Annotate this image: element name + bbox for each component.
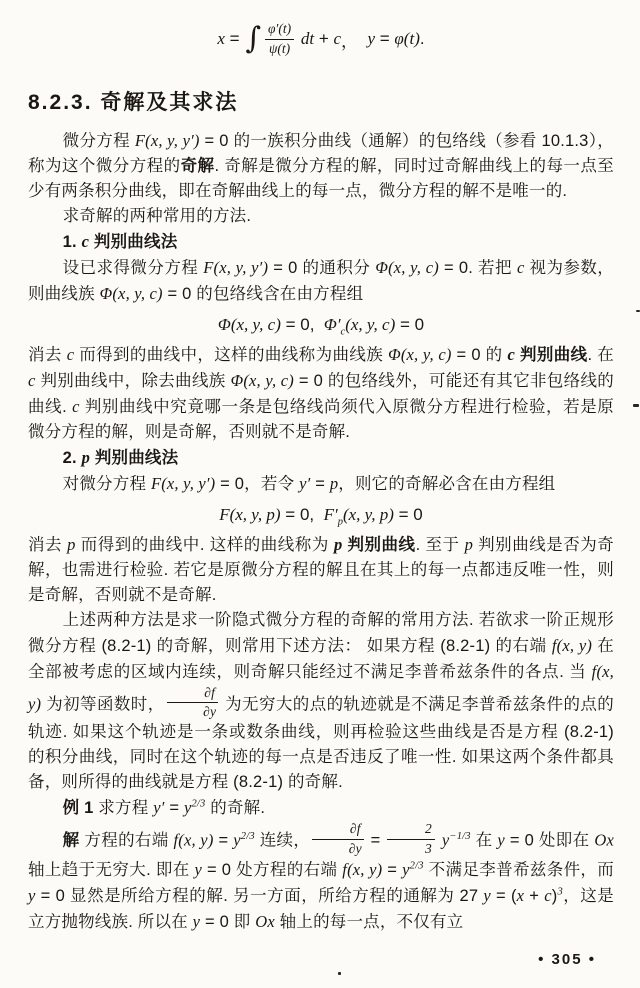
paragraph: 消去 c 而得到的曲线中，这样的曲线称为曲线族 Φ(x, y, c) = 0 的 c 判别曲线. 在 c 判别曲线中，除去曲线族 Φ(x, y, c) = 0 的包络线外，可能还有其它非包络线的曲线. c 判别曲线中究竟哪一条是包络线尚须代入原微分方程进行检验，若是原微分方程的解，则是奇解，否则就不是奇解.: [28, 345, 615, 441]
paragraph: 1. c 判别曲线法: [62, 232, 178, 251]
display-equation: F(x, y, p) = 0, $F'_p(x$, y, p) = 0: [219, 505, 423, 528]
paragraph: 消去 p 而得到的曲线中. 这样的曲线称为 p 判别曲线. 至于 p 判别曲线是否为奇解，也需进行检验. 若它是原微分方程的解且在其上的每一点都违反唯一性，则是奇解，否则就不是奇解.: [28, 535, 614, 604]
paragraph: 求奇解的两种常用的方法.: [62, 207, 252, 225]
fraction: $\frac{\partial f}{\partial y}$: [167, 685, 218, 720]
fraction: $\frac{2}{3}$: [387, 821, 435, 856]
scan-artifact: [633, 404, 639, 407]
fraction: $\frac{\varphi'(t)}{\psi(t)}$: [265, 21, 294, 56]
display-equation: Φ(x, y, c) = 0, $\Phi'_c(x$, y, c) = 0: [217, 315, 425, 338]
paragraph: 上述两种方法是求一阶隐式微分方程的奇解的常用方法. 若欲求一阶正规形微分方程 (8.2-1) 的奇解，则常用下述方法： 如果方程 (8.2-1) 的右端 f(x, y) 在全部被考虑的区域内连续，则奇解只能经过不满足李普希兹条件的各点. 当 f(x, y) 为初等函数时， $\frac{\partial f}{\partial y}$ 为无穷大的点的轨迹就是不满足李普希兹条件的点的轨迹. 如果这个轨迹是一条或数条曲线，则再检验这些曲线是否是方程 (8.2-1) 的积分曲线，同时在这个轨迹的每一点是否违反了唯一性. 如果这两个条件都具备，则所得的曲线就是方程 (8.2-1) 的奇解.: [28, 611, 615, 792]
scan-artifact: [338, 972, 341, 975]
paragraph: 解 方程的右端 f(x, $y) = y^{2/3}$ 连续， $\frac{\partial f}{\partial y}$ = $\frac{2}{3}$ $y^{-1/3}$ 在 y = 0 处即在 Ox 轴上趋于无穷大. 即在 y = 0 处方程的右端 f(x, $y) = y^{2/3}$ 不满足李普希兹条件，而 y = 0 显然是所给方程的解. 另一方面，所给方程的通解为 27 $y = (x + c)^3$，这是立方抛物线族. 所以在 y = 0 即 Ox 轴上的每一点，不仅有立: [28, 821, 615, 931]
paragraph: 微分方程 F(x, y, y′) = 0 的一族积分曲线（通解）的包络线（参看 10.1.3），称为这个微分方程的奇解. 奇解是微分方程的解，同时过奇解曲线上的每一点至少有两条积分曲线，即在奇解曲线上的每一点，微分方程的解不是唯一的.: [28, 131, 615, 200]
page-number: • 305 •: [538, 951, 596, 968]
paragraph: 例 1 求方程 $y' = y^{2/3}$ 的奇解.: [62, 798, 266, 818]
paragraph: 对微分方程 F(x, y, y′) = 0，若令 y′ = p，则它的奇解必含在由方程组: [62, 474, 556, 493]
scan-artifact: [636, 310, 640, 312]
page-content: [28, 12, 614, 935]
section-heading: 8.2.3. 奇解及其求法: [28, 91, 239, 114]
fraction: $\frac{\partial f}{\partial y}$: [312, 821, 363, 856]
top-math-formula: x = ∫ $\frac{\varphi'(t)}{\psi(t)}$ dt + c ， y = φ(t) .: [217, 21, 425, 56]
paragraph: 2. p 判别曲线法: [62, 448, 179, 467]
paragraph: 设已求得微分方程 F(x, y, y′) = 0 的通积分 Φ(x, y, c) = 0. 若把 c 视为参数，则曲线族 Φ(x, y, c) = 0 的包络线含在由方程组: [28, 258, 614, 303]
